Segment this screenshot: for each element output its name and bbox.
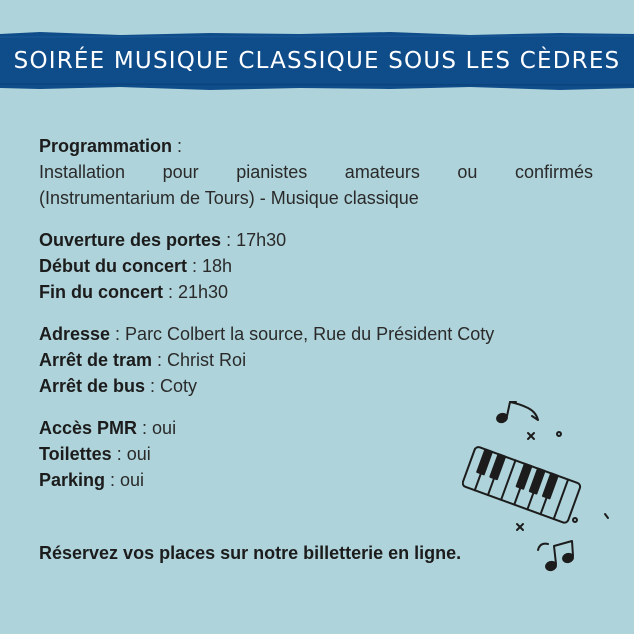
schedule-item xyxy=(39,279,593,305)
amenity-value: : oui xyxy=(105,470,145,490)
title-banner xyxy=(0,32,634,90)
schedule-label: Fin du concert xyxy=(39,282,164,302)
music-note-icon xyxy=(538,541,574,571)
music-note-icon xyxy=(496,402,538,423)
program-heading xyxy=(39,133,593,159)
location-value: : Parc Colbert la source, Rue du Président Coty xyxy=(110,324,495,344)
schedule-label: Début du concert xyxy=(39,256,188,276)
amenity-value: : oui xyxy=(111,444,151,464)
location-label: Arrêt de tram xyxy=(39,350,153,370)
schedule-item xyxy=(39,227,593,253)
location-item xyxy=(39,347,593,373)
location-section xyxy=(39,321,593,399)
location-value: : Coty xyxy=(145,376,198,396)
location-item xyxy=(39,373,593,399)
amenity-value: : oui xyxy=(137,418,177,438)
page-title: SOIRÉE MUSIQUE CLASSIQUE SOUS LES CÈDRES xyxy=(13,48,621,74)
amenity-label: Toilettes xyxy=(39,444,112,464)
schedule-section xyxy=(39,227,593,305)
schedule-label: Ouverture des portes xyxy=(39,230,222,250)
schedule-item xyxy=(39,253,593,279)
booking-call-to-action: Réservez vos places sur notre billetterie en ligne. xyxy=(39,543,462,563)
program-section xyxy=(39,133,593,211)
program-separator: : xyxy=(172,136,183,156)
piano-illustration xyxy=(462,398,622,583)
piano-keyboard-icon xyxy=(462,398,622,578)
amenity-label: Parking xyxy=(39,470,106,490)
program-label: Programmation xyxy=(39,136,173,156)
sparkle-icon xyxy=(517,432,608,530)
location-label: Adresse xyxy=(39,324,111,344)
amenity-label: Accès PMR xyxy=(39,418,138,438)
schedule-value: : 18h xyxy=(187,256,233,276)
location-item xyxy=(39,321,593,347)
program-description-line-1: Installation pour pianistes amateurs ou confirmés xyxy=(39,162,593,182)
schedule-value: : 21h30 xyxy=(163,282,229,302)
program-description-line-2: (Instrumentarium de Tours) - Musique classique xyxy=(39,188,419,208)
location-label: Arrêt de bus xyxy=(39,376,146,396)
schedule-value: : 17h30 xyxy=(221,230,287,250)
location-value: : Christ Roi xyxy=(152,350,247,370)
